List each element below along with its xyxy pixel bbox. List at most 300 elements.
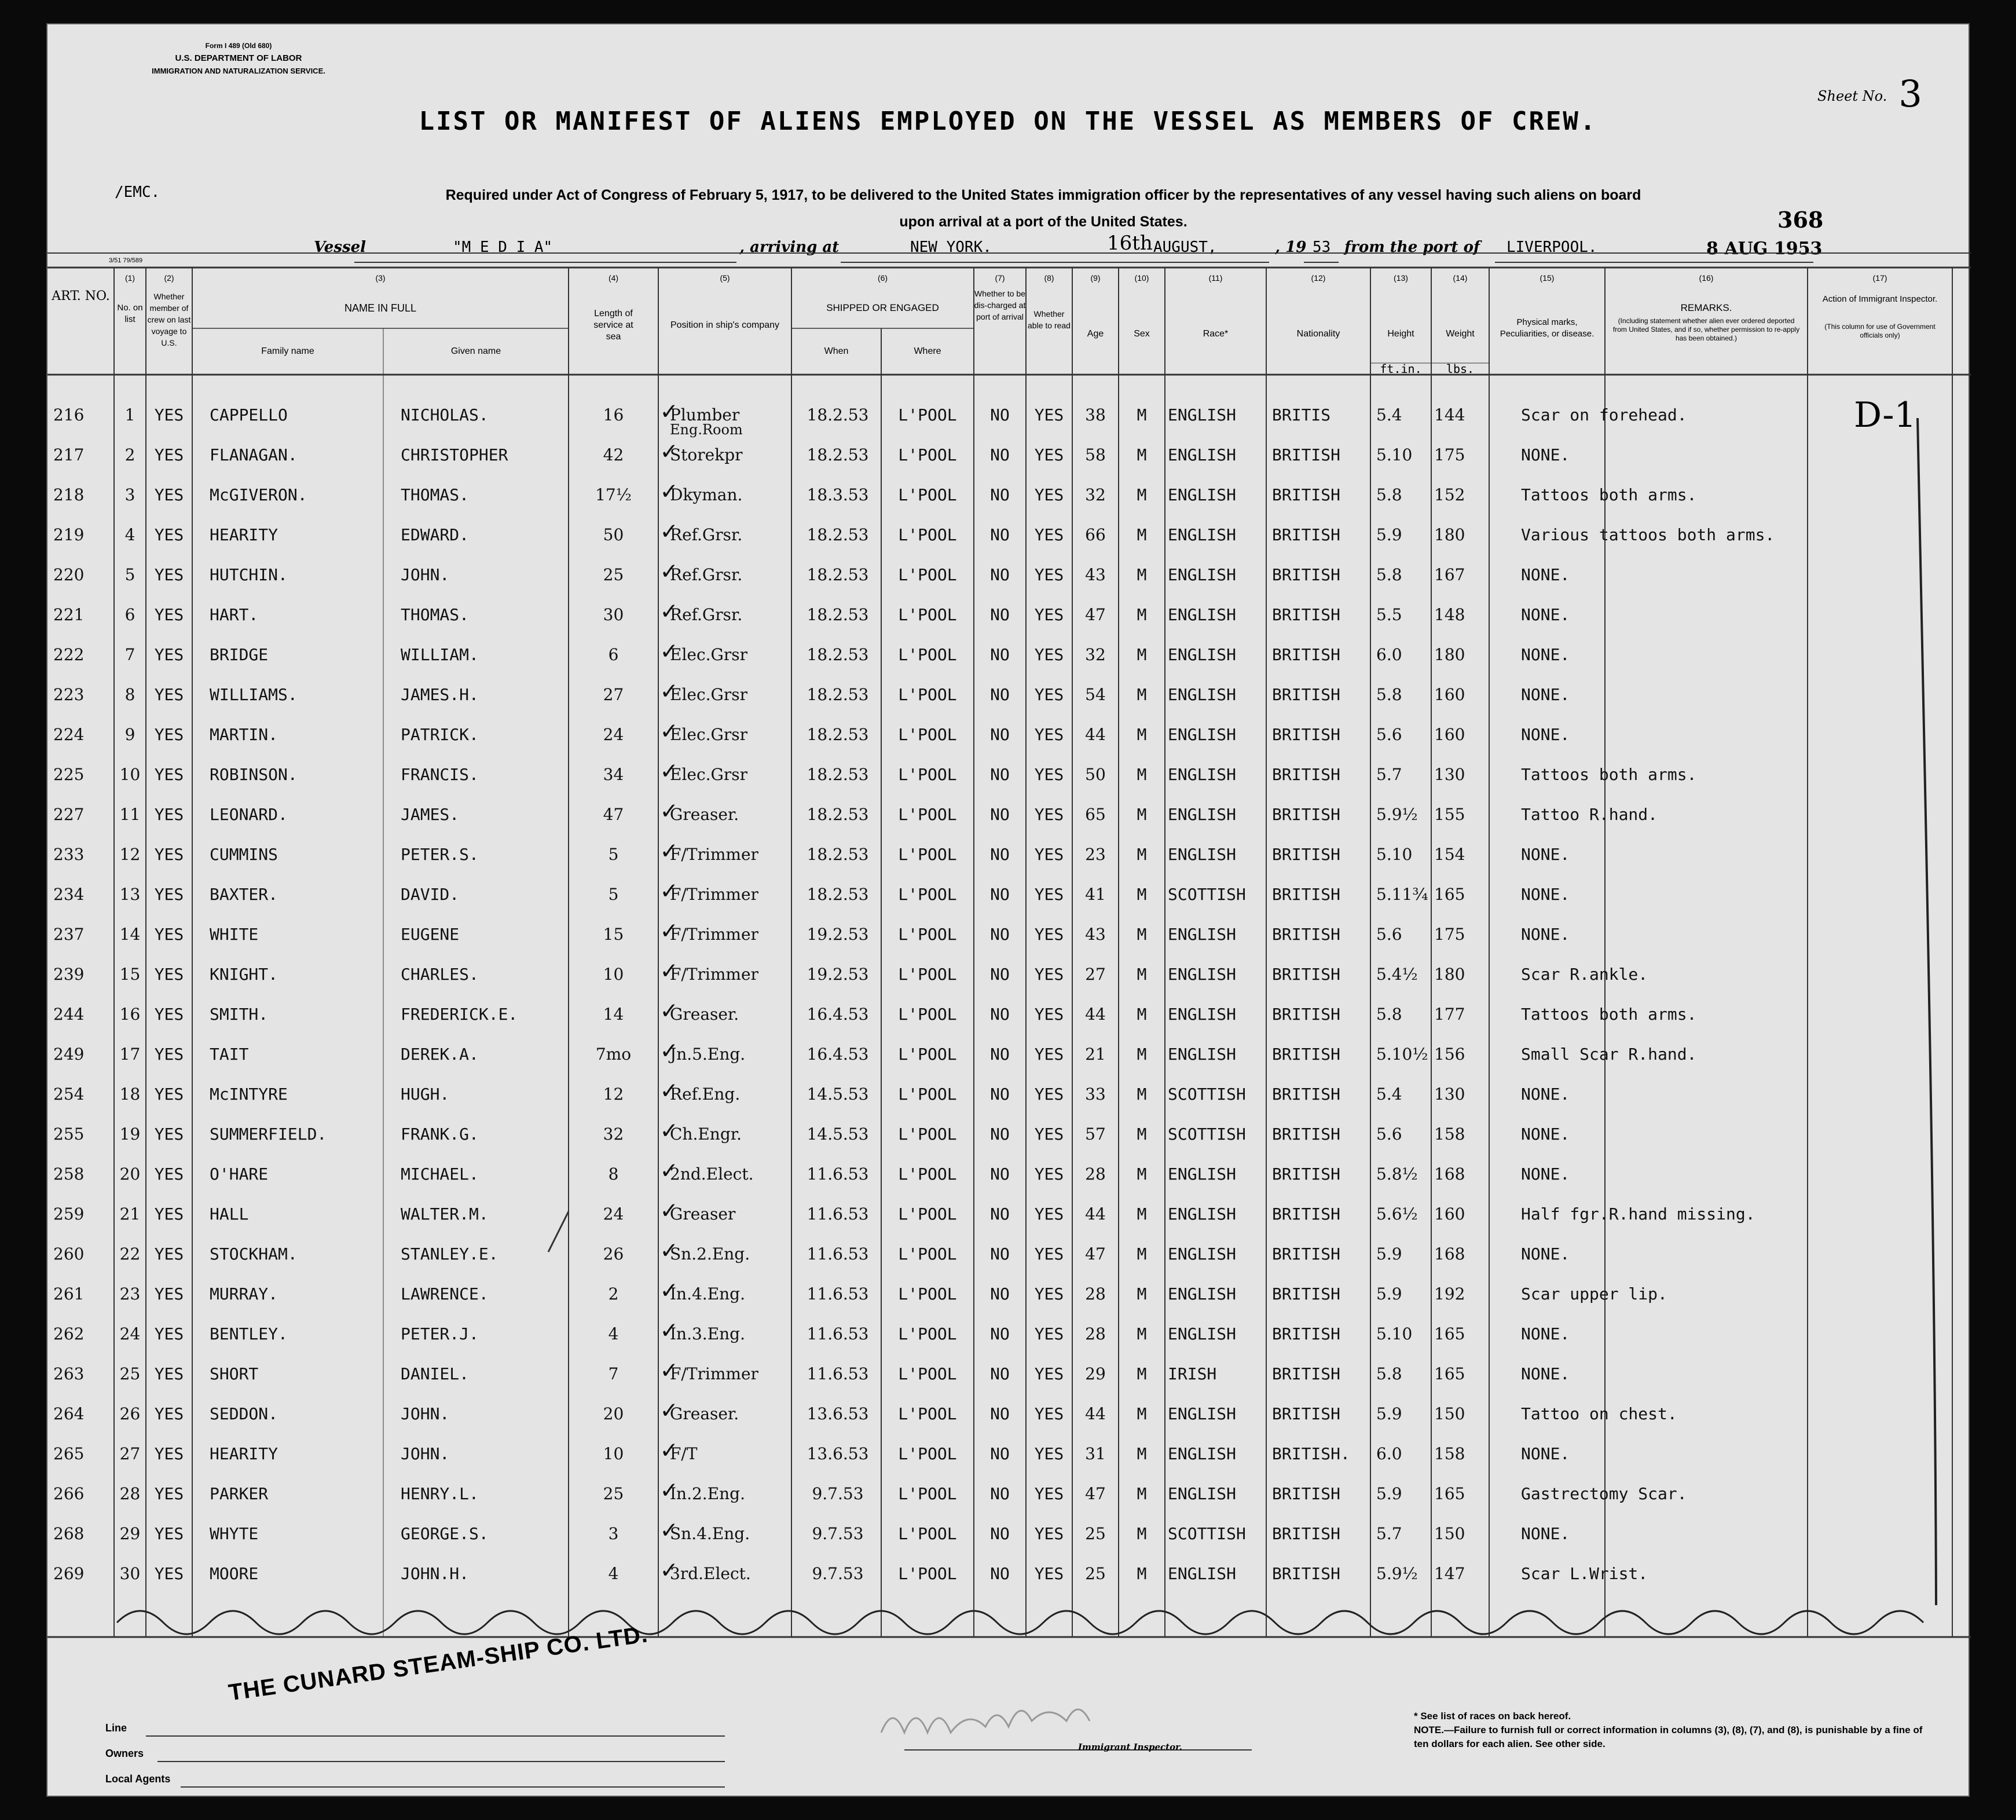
table-row bbox=[47, 715, 1971, 754]
table-row bbox=[47, 635, 1971, 674]
able-to-read-cell: YES bbox=[1034, 885, 1064, 904]
weight-cell: 180 bbox=[1434, 525, 1465, 544]
last-voyage-cell: YES bbox=[154, 1164, 184, 1184]
nationality-cell: BRITISH bbox=[1272, 885, 1341, 904]
discharged-cell: NO bbox=[990, 685, 1010, 704]
sex-cell: M bbox=[1137, 1484, 1147, 1503]
discharged-cell: NO bbox=[990, 765, 1010, 784]
checkmark-icon: ✓ bbox=[661, 995, 677, 1025]
table-row bbox=[47, 1234, 1971, 1273]
family-name-cell: MURRAY. bbox=[210, 1284, 278, 1303]
race-cell: ENGLISH bbox=[1168, 925, 1237, 944]
weight-cell: 160 bbox=[1434, 1204, 1465, 1224]
table-row bbox=[47, 1074, 1971, 1114]
art-no-cell: 249 bbox=[53, 1045, 85, 1064]
nationality-cell: BRITISH bbox=[1272, 1085, 1341, 1104]
shipped-where-cell: L'POOL bbox=[898, 1484, 957, 1503]
race-cell: ENGLISH bbox=[1168, 605, 1237, 624]
col8-num: (8) bbox=[1044, 273, 1054, 283]
arrival-day: 16th bbox=[1107, 232, 1153, 255]
height-cell: 5.4 bbox=[1376, 405, 1402, 424]
weight-cell: 156 bbox=[1434, 1045, 1465, 1064]
length-of-service-cell: 3 bbox=[608, 1524, 619, 1543]
length-of-service-cell: 2 bbox=[608, 1284, 619, 1303]
table-row bbox=[47, 435, 1971, 474]
age-cell: 66 bbox=[1085, 525, 1106, 544]
art-no-cell: 222 bbox=[53, 645, 85, 664]
table-row bbox=[47, 1034, 1971, 1074]
shipped-where-cell: L'POOL bbox=[898, 1564, 957, 1583]
length-of-service-cell: 16 bbox=[603, 405, 624, 424]
checkmark-icon: ✓ bbox=[661, 436, 677, 466]
race-cell: SCOTTISH bbox=[1168, 1524, 1246, 1543]
age-cell: 43 bbox=[1085, 925, 1106, 944]
art-no-cell: 216 bbox=[53, 405, 85, 424]
col16-subheader: (Including statement whether alien ever ordered deported from United States, and if so, whether permission to re-apply has been obtained.) bbox=[1612, 317, 1800, 342]
height-cell: 5.9½ bbox=[1376, 1564, 1418, 1583]
checkmark-icon: ✓ bbox=[661, 1395, 677, 1424]
able-to-read-cell: YES bbox=[1034, 1045, 1064, 1064]
art-no-cell: 217 bbox=[53, 445, 85, 464]
shipped-when-cell: 18.2.53 bbox=[807, 525, 869, 544]
checkmark-icon: ✓ bbox=[661, 796, 677, 825]
sex-cell: M bbox=[1137, 845, 1147, 864]
position-cell: Ch.Engr. bbox=[670, 1125, 742, 1144]
age-cell: 57 bbox=[1085, 1125, 1106, 1144]
no-on-list-cell: 29 bbox=[119, 1524, 141, 1543]
given-name-cell: PATRICK. bbox=[401, 725, 479, 744]
given-name-cell: THOMAS. bbox=[401, 605, 470, 624]
col5-num: (5) bbox=[720, 273, 730, 283]
length-of-service-cell: 34 bbox=[603, 765, 624, 784]
col7-num: (7) bbox=[995, 273, 1005, 283]
weight-cell: 168 bbox=[1434, 1244, 1465, 1264]
no-on-list-cell: 17 bbox=[119, 1045, 141, 1064]
from-port-label: from the port of bbox=[1344, 239, 1480, 256]
checkmark-icon: ✓ bbox=[661, 676, 677, 705]
shipped-when-cell: 18.2.53 bbox=[807, 565, 869, 584]
checkmark-icon: ✓ bbox=[661, 1355, 677, 1385]
age-cell: 58 bbox=[1085, 445, 1106, 464]
shipped-when-cell: 11.6.53 bbox=[807, 1364, 869, 1383]
sex-cell: M bbox=[1137, 725, 1147, 744]
physical-marks-cell: Various tattoos both arms. bbox=[1521, 525, 1775, 544]
footer-notes bbox=[1414, 1709, 1923, 1751]
length-of-service-cell: 25 bbox=[603, 1484, 624, 1503]
physical-marks-cell: NONE. bbox=[1521, 1244, 1570, 1264]
family-name-cell: WILLIAMS. bbox=[210, 685, 298, 704]
sex-cell: M bbox=[1137, 1324, 1147, 1343]
sex-cell: M bbox=[1137, 605, 1147, 624]
last-voyage-cell: YES bbox=[154, 1085, 184, 1104]
nationality-cell: BRITISH bbox=[1272, 685, 1341, 704]
family-name-cell: SMITH. bbox=[210, 1005, 269, 1024]
discharged-cell: NO bbox=[990, 565, 1010, 584]
sheet-number-value: 3 bbox=[1898, 73, 1922, 116]
age-cell: 25 bbox=[1085, 1564, 1106, 1583]
shipped-when-cell: 9.7.53 bbox=[812, 1484, 864, 1503]
no-on-list-cell: 18 bbox=[119, 1085, 141, 1104]
physical-marks-cell: NONE. bbox=[1521, 1444, 1570, 1463]
height-cell: 6.0 bbox=[1376, 1444, 1402, 1463]
given-name-cell: PETER.S. bbox=[401, 845, 479, 864]
last-voyage-cell: YES bbox=[154, 1204, 184, 1224]
able-to-read-cell: YES bbox=[1034, 645, 1064, 664]
art-no-cell: 227 bbox=[53, 805, 85, 824]
table-row bbox=[47, 1354, 1971, 1393]
shipped-where-cell: L'POOL bbox=[898, 1284, 957, 1303]
race-cell: ENGLISH bbox=[1168, 725, 1237, 744]
no-on-list-cell: 21 bbox=[119, 1204, 141, 1224]
position-cell: 3rd.Elect. bbox=[670, 1564, 751, 1583]
table-row bbox=[47, 914, 1971, 954]
physical-marks-cell: NONE. bbox=[1521, 845, 1570, 864]
physical-marks-cell: NONE. bbox=[1521, 1524, 1570, 1543]
shipped-where-cell: L'POOL bbox=[898, 1524, 957, 1543]
weight-cell: 154 bbox=[1434, 845, 1465, 864]
age-cell: 38 bbox=[1085, 405, 1106, 424]
art-no-cell: 268 bbox=[53, 1524, 85, 1543]
discharged-cell: NO bbox=[990, 645, 1010, 664]
nationality-cell: BRITISH bbox=[1272, 765, 1341, 784]
discharged-cell: NO bbox=[990, 1404, 1010, 1423]
shipped-when-cell: 11.6.53 bbox=[807, 1204, 869, 1224]
nationality-cell: BRITISH bbox=[1272, 485, 1341, 504]
form-codes: 3/51 79/589 bbox=[109, 257, 143, 264]
sex-cell: M bbox=[1137, 1045, 1147, 1064]
length-of-service-cell: 4 bbox=[608, 1324, 619, 1343]
given-name-cell: JOHN. bbox=[401, 565, 450, 584]
position-cell: F/Trimmer bbox=[670, 885, 758, 904]
weight-cell: 150 bbox=[1434, 1524, 1465, 1543]
able-to-read-cell: YES bbox=[1034, 925, 1064, 944]
physical-marks-cell: Tattoos both arms. bbox=[1521, 1005, 1697, 1024]
weight-cell: 147 bbox=[1434, 1564, 1465, 1583]
last-voyage-cell: YES bbox=[154, 485, 184, 504]
discharged-cell: NO bbox=[990, 1284, 1010, 1303]
col7-header: Whether to be dis-charged at port of arrival bbox=[974, 289, 1026, 321]
family-name-cell: TAIT bbox=[210, 1045, 249, 1064]
race-cell: ENGLISH bbox=[1168, 1045, 1237, 1064]
shipped-where-cell: L'POOL bbox=[898, 1324, 957, 1343]
able-to-read-cell: YES bbox=[1034, 605, 1064, 624]
position-cell: Greaser. bbox=[670, 1404, 739, 1423]
checkmark-icon: ✓ bbox=[661, 955, 677, 985]
shipped-where-cell: L'POOL bbox=[898, 1444, 957, 1463]
age-cell: 28 bbox=[1085, 1164, 1106, 1184]
length-of-service-cell: 20 bbox=[603, 1404, 624, 1423]
discharged-cell: NO bbox=[990, 1444, 1010, 1463]
table-row bbox=[47, 475, 1971, 514]
family-name-cell: FLANAGAN. bbox=[210, 445, 298, 464]
arrival-month: AUGUST, bbox=[1153, 239, 1217, 256]
last-voyage-cell: YES bbox=[154, 725, 184, 744]
shipped-where-cell: L'POOL bbox=[898, 525, 957, 544]
position-cell: Elec.Grsr bbox=[670, 765, 748, 784]
checkmark-icon: ✓ bbox=[661, 636, 677, 665]
discharged-cell: NO bbox=[990, 805, 1010, 824]
length-of-service-cell: 15 bbox=[603, 925, 624, 944]
length-of-service-cell: 7 bbox=[608, 1364, 619, 1383]
race-cell: ENGLISH bbox=[1168, 765, 1237, 784]
discharged-cell: NO bbox=[990, 1085, 1010, 1104]
sex-cell: M bbox=[1137, 1204, 1147, 1224]
able-to-read-cell: YES bbox=[1034, 685, 1064, 704]
arrival-year: 53 bbox=[1313, 239, 1331, 256]
height-cell: 5.4½ bbox=[1376, 965, 1418, 984]
given-name-cell: MICHAEL. bbox=[401, 1164, 479, 1184]
weight-cell: 158 bbox=[1434, 1444, 1465, 1463]
age-cell: 44 bbox=[1085, 725, 1106, 744]
checkmark-icon: ✓ bbox=[661, 1475, 677, 1504]
race-cell: ENGLISH bbox=[1168, 565, 1237, 584]
position-cell: Elec.Grsr bbox=[670, 725, 748, 744]
physical-marks-cell: NONE. bbox=[1521, 1324, 1570, 1343]
age-cell: 32 bbox=[1085, 485, 1106, 504]
able-to-read-cell: YES bbox=[1034, 485, 1064, 504]
length-of-service-cell: 14 bbox=[603, 1005, 624, 1024]
family-name-cell: LEONARD. bbox=[210, 805, 288, 824]
checkmark-icon: ✓ bbox=[661, 756, 677, 785]
discharged-cell: NO bbox=[990, 1125, 1010, 1144]
position-cell: Sn.4.Eng. bbox=[670, 1524, 750, 1543]
discharged-cell: NO bbox=[990, 1204, 1010, 1224]
age-cell: 47 bbox=[1085, 1484, 1106, 1503]
last-voyage-cell: YES bbox=[154, 645, 184, 664]
able-to-read-cell: YES bbox=[1034, 1244, 1064, 1264]
given-name-cell: JOHN. bbox=[401, 1404, 450, 1423]
position-cell: F/Trimmer bbox=[670, 965, 758, 984]
shipped-when-cell: 16.4.53 bbox=[807, 1045, 869, 1064]
art-no-cell: 269 bbox=[53, 1564, 85, 1583]
family-name-cell: McGIVERON. bbox=[210, 485, 307, 504]
position-cell: In.3.Eng. bbox=[670, 1324, 746, 1343]
table-row bbox=[47, 515, 1971, 554]
no-on-list-cell: 12 bbox=[119, 845, 141, 864]
position-cell: Elec.Grsr bbox=[670, 645, 748, 664]
position-cell: Plumber bbox=[670, 405, 740, 424]
height-cell: 5.6½ bbox=[1376, 1204, 1418, 1224]
sex-cell: M bbox=[1137, 1244, 1147, 1264]
department-name: U.S. DEPARTMENT OF LABOR bbox=[175, 53, 302, 63]
table-row bbox=[47, 755, 1971, 794]
age-cell: 43 bbox=[1085, 565, 1106, 584]
length-of-service-cell: 5 bbox=[608, 885, 619, 904]
height-cell: 5.7 bbox=[1376, 765, 1402, 784]
able-to-read-cell: YES bbox=[1034, 1484, 1064, 1503]
shipped-when-cell: 11.6.53 bbox=[807, 1164, 869, 1184]
footer-labels bbox=[105, 1715, 170, 1792]
nationality-cell: BRITISH. bbox=[1272, 1444, 1350, 1463]
able-to-read-cell: YES bbox=[1034, 765, 1064, 784]
family-name-cell: WHITE bbox=[210, 925, 259, 944]
shipped-where-cell: L'POOL bbox=[898, 1404, 957, 1423]
last-voyage-cell: YES bbox=[154, 605, 184, 624]
length-of-service-cell: 4 bbox=[608, 1564, 619, 1583]
checkmark-icon: ✓ bbox=[661, 716, 677, 745]
sex-cell: M bbox=[1137, 1564, 1147, 1583]
shipped-when-cell: 14.5.53 bbox=[807, 1085, 869, 1104]
shipped-when-cell: 18.2.53 bbox=[807, 885, 869, 904]
shipped-when-cell: 19.2.53 bbox=[807, 965, 869, 984]
no-on-list-cell: 11 bbox=[119, 805, 141, 824]
height-cell: 5.4 bbox=[1376, 1085, 1402, 1104]
col3-num: (3) bbox=[375, 273, 386, 283]
col5-header: Position in ship's company bbox=[670, 320, 780, 330]
no-on-list-cell: 8 bbox=[124, 685, 135, 704]
shipped-where-cell: L'POOL bbox=[898, 445, 957, 464]
sex-cell: M bbox=[1137, 1164, 1147, 1184]
position-cell: Sn.2.Eng. bbox=[670, 1244, 750, 1264]
col11-header: Race* bbox=[1203, 329, 1229, 339]
age-cell: 32 bbox=[1085, 645, 1106, 664]
checkmark-icon: ✓ bbox=[661, 1115, 677, 1145]
no-on-list-cell: 28 bbox=[119, 1484, 141, 1503]
height-cell: 5.9½ bbox=[1376, 805, 1418, 824]
weight-cell: 165 bbox=[1434, 1324, 1465, 1343]
discharged-cell: NO bbox=[990, 1045, 1010, 1064]
physical-marks-cell: NONE. bbox=[1521, 565, 1570, 584]
col17-num: (17) bbox=[1872, 273, 1887, 283]
race-cell: SCOTTISH bbox=[1168, 885, 1246, 904]
art-no-cell: 265 bbox=[53, 1444, 85, 1463]
art-no-cell: 244 bbox=[53, 1005, 85, 1024]
family-name-cell: SUMMERFIELD. bbox=[210, 1125, 327, 1144]
race-cell: ENGLISH bbox=[1168, 1484, 1237, 1503]
race-cell: ENGLISH bbox=[1168, 645, 1237, 664]
shipped-when-cell: 11.6.53 bbox=[807, 1244, 869, 1264]
able-to-read-cell: YES bbox=[1034, 445, 1064, 464]
family-name-cell: BAXTER. bbox=[210, 885, 278, 904]
col9-num: (9) bbox=[1090, 273, 1101, 283]
art-no-cell: 220 bbox=[53, 565, 85, 584]
table-row bbox=[47, 1554, 1971, 1593]
discharged-cell: NO bbox=[990, 1164, 1010, 1184]
race-cell: ENGLISH bbox=[1168, 805, 1237, 824]
table-row bbox=[47, 1434, 1971, 1473]
last-voyage-cell: YES bbox=[154, 445, 184, 464]
inspector-mark: D-1 bbox=[1854, 395, 1916, 435]
age-cell: 31 bbox=[1085, 1444, 1106, 1463]
last-voyage-cell: YES bbox=[154, 1484, 184, 1503]
family-name-cell: SEDDON. bbox=[210, 1404, 278, 1423]
position-cell: Ref.Eng. bbox=[670, 1085, 741, 1104]
art-no-cell: 223 bbox=[53, 685, 85, 704]
discharged-cell: NO bbox=[990, 1324, 1010, 1343]
subtitle-line-2: upon arrival at a port of the United States. bbox=[899, 214, 1187, 230]
family-name-cell: CUMMINS bbox=[210, 845, 278, 864]
physical-marks-cell: Tattoo on chest. bbox=[1521, 1404, 1677, 1423]
family-name-cell: SHORT bbox=[210, 1364, 259, 1383]
able-to-read-cell: YES bbox=[1034, 1404, 1064, 1423]
shipped-where-cell: L'POOL bbox=[898, 485, 957, 504]
given-name-cell: JAMES. bbox=[401, 805, 460, 824]
table-row bbox=[47, 1314, 1971, 1353]
checkmark-icon: ✓ bbox=[661, 1435, 677, 1464]
table-row bbox=[47, 675, 1971, 714]
physical-marks-cell: Gastrectomy Scar. bbox=[1521, 1484, 1687, 1503]
shipped-when-cell: 18.2.53 bbox=[807, 605, 869, 624]
no-on-list-cell: 15 bbox=[119, 965, 141, 984]
sex-cell: M bbox=[1137, 765, 1147, 784]
col3-header: NAME IN FULL bbox=[344, 302, 417, 314]
discharged-cell: NO bbox=[990, 725, 1010, 744]
family-name-cell: KNIGHT. bbox=[210, 965, 278, 984]
no-on-list-cell: 16 bbox=[119, 1005, 141, 1024]
position-cell: Dkyman. bbox=[670, 485, 743, 504]
discharged-cell: NO bbox=[990, 885, 1010, 904]
position-cell: Elec.Grsr bbox=[670, 685, 748, 704]
col13-num: (13) bbox=[1394, 273, 1408, 283]
arrival-port: NEW YORK. bbox=[910, 239, 992, 256]
art-no-cell: 234 bbox=[53, 885, 85, 904]
family-name-cell: ROBINSON. bbox=[210, 765, 298, 784]
sex-cell: M bbox=[1137, 405, 1147, 424]
col1-header: No. on list bbox=[117, 303, 143, 324]
discharged-cell: NO bbox=[990, 1364, 1010, 1383]
family-name-cell: WHYTE bbox=[210, 1524, 259, 1543]
nationality-cell: BRITISH bbox=[1272, 1324, 1341, 1343]
length-of-service-cell: 42 bbox=[603, 445, 624, 464]
checkmark-icon: ✓ bbox=[661, 596, 677, 625]
length-of-service-cell: 47 bbox=[603, 805, 624, 824]
manifest-sheet bbox=[46, 23, 1970, 1797]
col1-num: (1) bbox=[124, 273, 135, 283]
last-voyage-cell: YES bbox=[154, 965, 184, 984]
table-row bbox=[47, 1274, 1971, 1313]
races-note: * See list of races on back hereof. bbox=[1414, 1711, 1571, 1722]
col10-num: (10) bbox=[1134, 273, 1149, 283]
checkmark-icon: ✓ bbox=[661, 516, 677, 545]
able-to-read-cell: YES bbox=[1034, 1164, 1064, 1184]
given-name-cell: CHARLES. bbox=[401, 965, 479, 984]
length-of-service-cell: 26 bbox=[603, 1244, 624, 1264]
family-name-cell: STOCKHAM. bbox=[210, 1244, 298, 1264]
discharged-cell: NO bbox=[990, 525, 1010, 544]
shipped-where-cell: L'POOL bbox=[898, 725, 957, 744]
able-to-read-cell: YES bbox=[1034, 1085, 1064, 1104]
table-row bbox=[47, 994, 1971, 1034]
weight-cell: 167 bbox=[1434, 565, 1465, 584]
given-name-cell: WALTER.M. bbox=[401, 1204, 489, 1224]
sex-cell: M bbox=[1137, 1444, 1147, 1463]
sex-cell: M bbox=[1137, 1404, 1147, 1423]
line-label: Line bbox=[105, 1722, 127, 1734]
checkmark-icon: ✓ bbox=[661, 556, 677, 585]
race-cell: SCOTTISH bbox=[1168, 1085, 1246, 1104]
given-name-header: Given name bbox=[450, 346, 501, 356]
vessel-label: Vessel bbox=[314, 239, 366, 256]
art-no-header: ART. NO. bbox=[52, 289, 110, 303]
checkmark-icon: ✓ bbox=[661, 1155, 677, 1185]
able-to-read-cell: YES bbox=[1034, 525, 1064, 544]
no-on-list-cell: 26 bbox=[119, 1404, 141, 1423]
sex-cell: M bbox=[1137, 685, 1147, 704]
physical-marks-cell: NONE. bbox=[1521, 605, 1570, 624]
physical-marks-cell: Scar L.Wrist. bbox=[1521, 1564, 1648, 1583]
last-voyage-cell: YES bbox=[154, 765, 184, 784]
race-cell: ENGLISH bbox=[1168, 1284, 1237, 1303]
col16-num: (16) bbox=[1699, 273, 1714, 283]
family-name-header: Family name bbox=[261, 346, 314, 356]
col15-header: Physical marks, Peculiarities, or disease. bbox=[1500, 317, 1595, 339]
discharged-cell: NO bbox=[990, 1564, 1010, 1583]
sex-cell: M bbox=[1137, 805, 1147, 824]
checkmark-icon: ✓ bbox=[661, 396, 677, 426]
table-row bbox=[47, 1394, 1971, 1433]
given-name-cell: STANLEY.E. bbox=[401, 1244, 498, 1264]
length-of-service-cell: 17½ bbox=[595, 485, 632, 504]
